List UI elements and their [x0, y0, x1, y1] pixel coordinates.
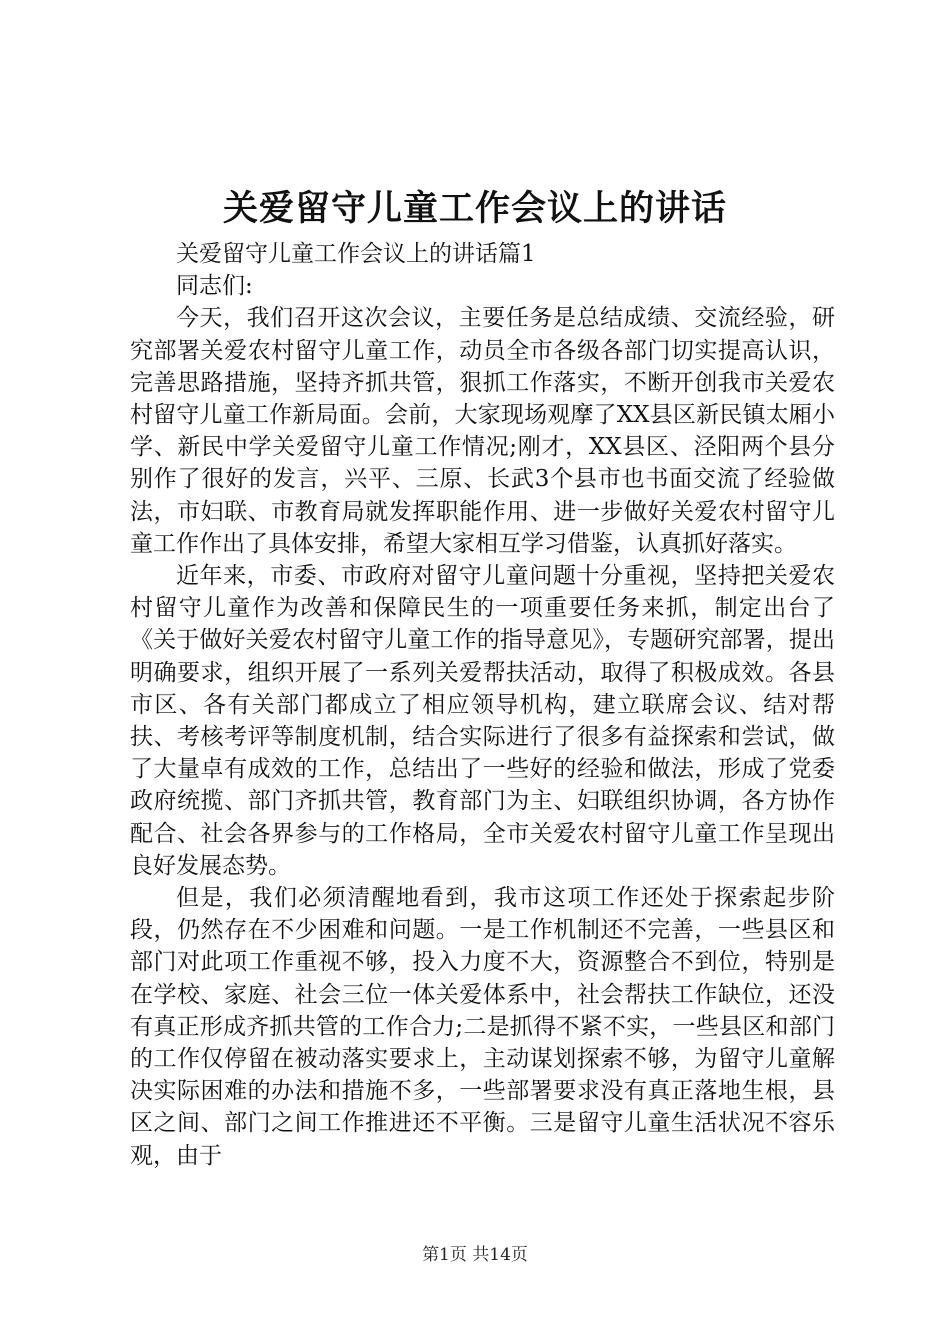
page-number-footer: 第1页 共14页: [422, 1245, 528, 1265]
section-heading: 关爱留守儿童工作会议上的讲话篇1: [176, 241, 536, 267]
salutation: 同志们:: [176, 273, 253, 300]
paragraph: 今天，我们召开这次会议，主要任务是总结成绩、交流经验，研究部署关爱农村留守儿童工作，动员全市各级各部门切实提高认识，完善思路措施，坚持齐抓共管，狠抓工作落实，不断开创我市关爱农村留守儿童工作新局面。会前，大家现场观摩了XX县区新民镇太厢小学、新民中学关爱留守儿童工作情况;刚才，XX县区、泾阳两个县分别作了很好的发言，兴平、三原、长武3个县市也书面交流了经验做法，市妇联、市教育局就发挥职能作用、进一步做好关爱农村留守儿童工作作出了具体安排，希望大家相互学习借鉴，认真抓好落实。: [130, 305, 835, 557]
document-body: [130, 238, 835, 1172]
document-title: 关爱留守儿童工作会议上的讲话: [222, 188, 727, 229]
paragraph: 近年来，市委、市政府对留守儿童问题十分重视，坚持把关爱农村留守儿童作为改善和保障民生的一项重要任务来抓，制定出台了《关于做好关爱农村留守儿童工作的指导意见》，专题研究部署，提出明确要求，组织开展了一系列关爱帮扶活动，取得了积极成效。各县市区、各有关部门都成立了相应领导机构，建立联席会议、结对帮扶、考核考评等制度机制，结合实际进行了很多有益探索和尝试，做了大量卓有成效的工作，总结出了一些好的经验和做法，形成了党委政府统揽、部门齐抓共管，教育部门为主、妇联组织协调，各方协作配合、社会各界参与的工作格局，全市关爱农村留守儿童工作呈现出良好发展态势。: [130, 563, 835, 879]
paragraph: 但是，我们必须清醒地看到，我市这项工作还处于探索起步阶段，仍然存在不少困难和问题。一是工作机制还不完善，一些县区和部门对此项工作重视不够，投入力度不大，资源整合不到位，特别是在学校、家庭、社会三位一体关爱体系中，社会帮扶工作缺位，还没有真正形成齐抓共管的工作合力;二是抓得不紧不实，一些县区和部门的工作仅停留在被动落实要求上，主动谋划探索不够，为留守儿童解决实际困难的办法和措施不多，一些部署要求没有真正落地生根，县区之间、部门之间工作推进还不平衡。三是留守儿童生活状况不容乐观，由于: [130, 885, 835, 1169]
